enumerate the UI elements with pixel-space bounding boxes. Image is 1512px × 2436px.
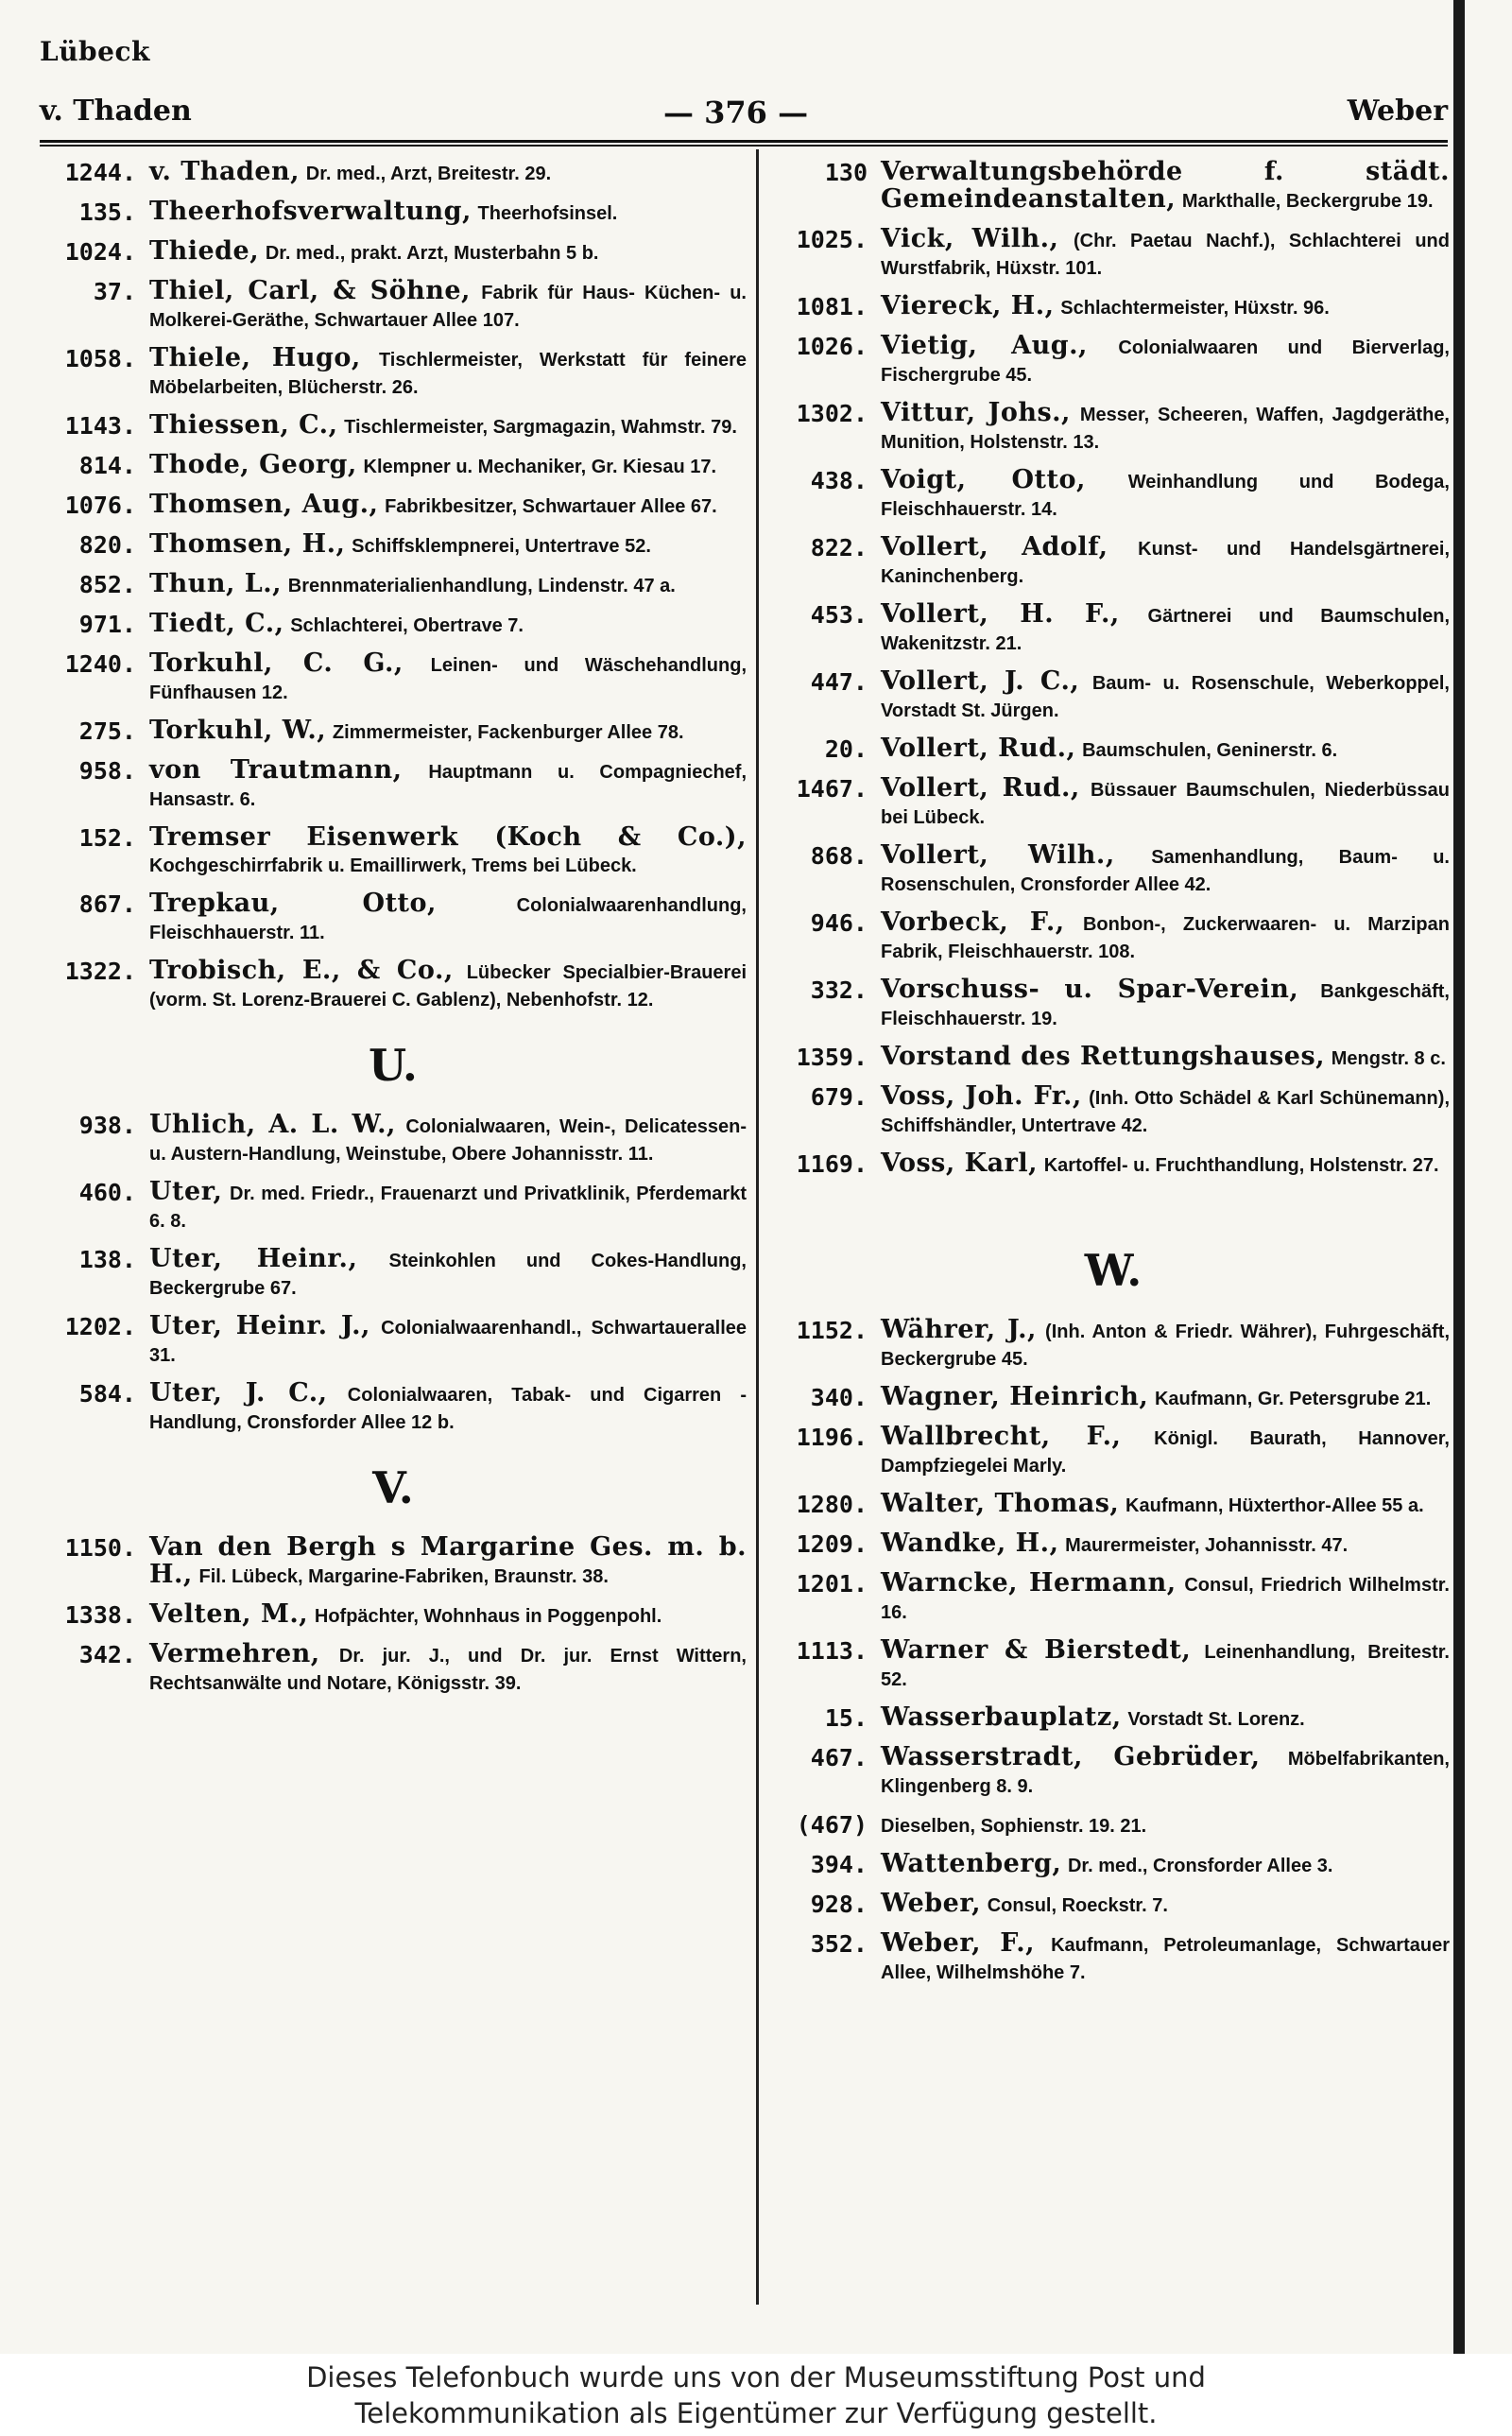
directory-entry xyxy=(777,1744,1450,1800)
subscriber-name: Voigt, Otto, xyxy=(881,465,1086,494)
subscriber-details: Colonialwaarenhandl., Schwartauerallee 31. xyxy=(149,1318,747,1366)
directory-entry xyxy=(777,1044,1450,1072)
phone-number: 1209. xyxy=(796,1530,868,1558)
subscriber-details: Tischlermeister, Sargmagazin, Wahmstr. 79. xyxy=(344,417,737,438)
phone-number: 15. xyxy=(824,1704,868,1732)
directory-entry xyxy=(777,1083,1450,1139)
subscriber-details: Vorstadt St. Lorenz. xyxy=(1127,1709,1305,1730)
directory-entry xyxy=(40,571,747,599)
subscriber-details: Steinkohlen und Cokes-Handlung, Beckergrube 67. xyxy=(149,1251,747,1299)
subscriber-details: Schlachterei, Obertrave 7. xyxy=(290,615,524,636)
directory-entry xyxy=(777,1811,1450,1840)
subscriber-details: Fabrik für Haus- Küchen- u. Molkerei-Geräthe, Schwartauer Allee 107. xyxy=(149,283,747,331)
phone-number: 867. xyxy=(78,890,136,918)
subscriber-name: Torkuhl, W., xyxy=(149,716,327,745)
subscriber-name: Walter, Thomas, xyxy=(881,1489,1120,1518)
phone-number: 1302. xyxy=(796,400,868,427)
entry-text xyxy=(881,735,1450,764)
phone-number: 1201. xyxy=(796,1570,868,1598)
entry-text xyxy=(881,909,1450,965)
entry-text xyxy=(149,1641,747,1697)
phone-number: 679. xyxy=(810,1083,868,1111)
subscriber-details: Leinen- und Wäschehandlung, Fünfhausen 12. xyxy=(149,655,747,703)
phone-number: 1338. xyxy=(64,1601,136,1629)
subscriber-details: Maurermeister, Johannisstr. 47. xyxy=(1065,1535,1349,1556)
directory-entry xyxy=(40,199,747,227)
subscriber-details: Mengstr. 8 c. xyxy=(1331,1048,1446,1069)
subscriber-name: Wandke, H., xyxy=(881,1529,1059,1558)
phone-number: 394. xyxy=(810,1851,868,1878)
page-edge xyxy=(1453,0,1465,2354)
entry-text xyxy=(149,345,747,401)
phone-number: 1322. xyxy=(64,958,136,985)
phone-number: 352. xyxy=(810,1930,868,1958)
subscriber-details: (Inh. Anton & Friedr. Währer), Fuhrgeschäft, Beckergrube 45. xyxy=(881,1322,1451,1370)
directory-entry xyxy=(777,775,1450,831)
directory-entry xyxy=(777,1317,1450,1373)
subscriber-name: Thiel, Carl, & Söhne, xyxy=(149,276,471,305)
entry-text xyxy=(881,293,1450,321)
entry-text xyxy=(881,1083,1450,1139)
entry-text xyxy=(881,1930,1450,1986)
phone-number: 814. xyxy=(78,452,136,479)
subscriber-name: Uter, Heinr., xyxy=(149,1244,358,1273)
entry-text xyxy=(881,333,1450,389)
phone-number: 438. xyxy=(810,467,868,494)
footer-line-2: Telekommunikation als Eigentümer zur Verfügung gestellt. xyxy=(354,2397,1158,2429)
directory-entry xyxy=(777,909,1450,965)
entry-text xyxy=(881,534,1450,590)
entry-text xyxy=(881,1851,1450,1879)
phone-number: 332. xyxy=(810,976,868,1004)
subscriber-name: Uter, Heinr. J., xyxy=(149,1311,370,1340)
subscriber-details: Consul, Roeckstr. 7. xyxy=(987,1895,1168,1916)
entry-text xyxy=(881,668,1450,724)
right-running-head: Weber xyxy=(1347,95,1448,128)
section-heading-w: W. xyxy=(1084,1245,1143,1296)
subscriber-details: Kartoffel- u. Fruchthandlung, Holstenstr. 27. xyxy=(1043,1155,1439,1176)
phone-number: 1280. xyxy=(796,1491,868,1518)
subscriber-name: v. Thaden, xyxy=(149,157,301,186)
subscriber-name: Velten, M., xyxy=(149,1599,309,1629)
entry-text xyxy=(881,775,1450,831)
phone-number: 1240. xyxy=(64,650,136,678)
phone-number: 1076. xyxy=(64,492,136,519)
subscriber-details: Lübecker Specialbier-Brauerei (vorm. St. Lorenz-Brauerei C. Gablenz), Nebenhofstr. 12. xyxy=(149,962,747,1011)
subscriber-name: Wasserbauplatz, xyxy=(881,1702,1122,1732)
subscriber-name: Voss, Joh. Fr., xyxy=(881,1081,1082,1111)
entry-text xyxy=(881,1891,1450,1919)
directory-entry xyxy=(777,1491,1450,1519)
subscriber-details: Kunst- und Handelsgärtnerei, Kaninchenberg. xyxy=(881,539,1450,587)
directory-entry xyxy=(40,1534,747,1590)
entry-text xyxy=(881,1044,1450,1072)
subscriber-name: Trepkau, Otto, xyxy=(149,889,437,918)
entry-text xyxy=(881,1150,1450,1179)
subscriber-name: Wasserstradt, Gebrüder, xyxy=(881,1742,1261,1771)
phone-number: 447. xyxy=(810,668,868,696)
phone-number: 1359. xyxy=(796,1044,868,1071)
subscriber-name: von Trautmann, xyxy=(149,755,403,785)
entry-text xyxy=(881,1811,1450,1840)
directory-entry xyxy=(40,412,747,441)
subscriber-name: Uter, xyxy=(149,1177,223,1206)
phone-number: (467) xyxy=(796,1811,868,1839)
directory-entry xyxy=(777,467,1450,523)
subscriber-details: Messer, Scheeren, Waffen, Jagdgeräthe, Munition, Holstenstr. 13. xyxy=(881,405,1450,453)
directory-entry xyxy=(777,842,1450,898)
directory-entry xyxy=(777,601,1450,657)
subscriber-name: Wallbrecht, F., xyxy=(881,1422,1122,1451)
subscriber-details: Dr. med., prakt. Arzt, Musterbahn 5 b. xyxy=(265,243,599,264)
entry-text xyxy=(149,199,747,227)
phone-number: 20. xyxy=(824,735,868,763)
subscriber-name: Vick, Wilh., xyxy=(881,224,1059,253)
entry-text xyxy=(881,400,1450,456)
directory-entry xyxy=(777,333,1450,389)
subscriber-details: (Inh. Otto Schädel & Karl Schünemann), Schiffshändler, Untertrave 42. xyxy=(881,1088,1450,1136)
subscriber-name: Thomsen, Aug., xyxy=(149,490,379,519)
directory-entry xyxy=(777,534,1450,590)
subscriber-name: Warncke, Hermann, xyxy=(881,1568,1177,1598)
running-header xyxy=(40,95,1448,136)
subscriber-name: Van den Bergh s Margarine Ges. m. b. H., xyxy=(149,1532,747,1589)
phone-number: 152. xyxy=(78,824,136,852)
subscriber-details: Dr. med., Cronsforder Allee 3. xyxy=(1067,1856,1333,1876)
phone-number: 467. xyxy=(810,1744,868,1771)
subscriber-name: Vollert, Rud., xyxy=(881,734,1076,763)
entry-text xyxy=(149,717,747,746)
entry-text xyxy=(149,531,747,560)
directory-entry xyxy=(777,293,1450,321)
phone-number: 1058. xyxy=(64,345,136,372)
directory-entry xyxy=(40,824,747,879)
entry-text xyxy=(881,1317,1450,1373)
entry-text xyxy=(881,976,1450,1032)
subscriber-details: Dr. med., Arzt, Breitestr. 29. xyxy=(305,164,552,184)
phone-number: 460. xyxy=(78,1179,136,1206)
subscriber-name: Vollert, Rud., xyxy=(881,773,1080,803)
directory-entry xyxy=(777,1570,1450,1626)
subscriber-details: Baum- u. Rosenschule, Weberkoppel, Vorstadt St. Jürgen. xyxy=(881,673,1450,721)
entry-text xyxy=(149,492,747,520)
subscriber-name: Vollert, J. C., xyxy=(881,666,1080,696)
directory-entry xyxy=(777,1384,1450,1412)
directory-entry xyxy=(777,1530,1450,1559)
directory-entry xyxy=(40,650,747,706)
subscriber-details: Kaufmann, Petroleumanlage, Schwartauer Allee, Wilhelmshöhe 7. xyxy=(881,1935,1450,1983)
directory-entry xyxy=(40,717,747,746)
subscriber-details: Colonialwaaren und Bierverlag, Fischergrube 45. xyxy=(881,337,1450,386)
subscriber-details: Leinenhandlung, Breitestr. 52. xyxy=(881,1642,1450,1690)
page-number: — 376 — xyxy=(663,95,809,130)
phone-number: 1244. xyxy=(64,159,136,186)
entry-text xyxy=(881,601,1450,657)
entry-text xyxy=(881,1530,1450,1559)
phone-number: 1152. xyxy=(796,1317,868,1344)
directory-entry xyxy=(40,531,747,560)
subscriber-name: Viereck, H., xyxy=(881,291,1055,320)
phone-number: 453. xyxy=(810,601,868,629)
entry-text xyxy=(881,1424,1450,1479)
subscriber-details: Fabrikbesitzer, Schwartauer Allee 67. xyxy=(385,496,717,517)
entry-text xyxy=(149,452,747,480)
phone-number: 275. xyxy=(78,717,136,745)
entry-text xyxy=(149,278,747,334)
phone-number: 868. xyxy=(810,842,868,870)
directory-entry xyxy=(40,452,747,480)
phone-number: 1196. xyxy=(796,1424,868,1451)
subscriber-name: Voss, Karl, xyxy=(881,1149,1039,1178)
directory-entry xyxy=(777,1891,1450,1919)
directory-entry xyxy=(40,492,747,520)
phone-number: 1467. xyxy=(796,775,868,803)
phone-number: 958. xyxy=(78,757,136,785)
subscriber-details: Kochgeschirrfabrik u. Emaillirwerk, Trems bei Lübeck. xyxy=(149,855,637,876)
subscriber-details: Bankgeschäft, Fleischhauerstr. 19. xyxy=(881,981,1450,1029)
entry-text xyxy=(149,1246,747,1302)
phone-number: 130 xyxy=(824,159,868,186)
subscriber-name: Theerhofsverwaltung, xyxy=(149,197,472,226)
directory-entry xyxy=(40,1246,747,1302)
subscriber-name: Vollert, Wilh., xyxy=(881,840,1115,870)
subscriber-details: Dr. jur. J., und Dr. jur. Ernst Wittern, Rechtsanwälte und Notare, Königsstr. 39. xyxy=(149,1646,747,1694)
subscriber-name: Thiede, xyxy=(149,236,260,266)
phone-number: 1169. xyxy=(796,1150,868,1178)
entries-u xyxy=(40,1112,747,1436)
subscriber-name: Thode, Georg, xyxy=(149,450,357,479)
directory-entry xyxy=(40,278,747,334)
phone-number: 1026. xyxy=(796,333,868,360)
subscriber-name: Vorstand des Rettungshauses, xyxy=(881,1042,1326,1071)
entries-t xyxy=(40,159,747,1013)
subscriber-name: Warner & Bierstedt, xyxy=(881,1635,1192,1665)
subscriber-name: Verwaltungsbehörde f. städt. Gemeindeanstalten, xyxy=(881,157,1450,214)
entries-v-cont xyxy=(777,159,1450,1179)
phone-number: 1113. xyxy=(796,1637,868,1665)
phone-number: 1025. xyxy=(796,226,868,253)
directory-entry xyxy=(40,159,747,187)
subscriber-details: Dr. med. Friedr., Frauenarzt und Privatklinik, Pferdemarkt 6. 8. xyxy=(149,1183,747,1232)
subscriber-name: Vietig, Aug., xyxy=(881,331,1088,360)
subscriber-name: Vermehren, xyxy=(149,1639,320,1668)
section-heading-v: V. xyxy=(372,1462,414,1513)
phone-number: 1143. xyxy=(64,412,136,440)
entry-text xyxy=(149,958,747,1013)
phone-number: 822. xyxy=(810,534,868,561)
directory-entry xyxy=(40,611,747,639)
subscriber-details: Theerhofsinsel. xyxy=(477,203,618,224)
subscriber-name: Uter, J. C., xyxy=(149,1378,328,1408)
entry-text xyxy=(149,1601,747,1630)
subscriber-details: Klempner u. Mechaniker, Gr. Kiesau 17. xyxy=(363,457,717,477)
directory-entry xyxy=(777,1424,1450,1479)
directory-entry xyxy=(777,1150,1450,1179)
entry-text xyxy=(881,1637,1450,1693)
subscriber-details: Markthalle, Beckergrube 19. xyxy=(1181,191,1434,212)
subscriber-name: Trobisch, E., & Co., xyxy=(149,956,454,985)
phone-number: 852. xyxy=(78,571,136,598)
footer-line-1: Dieses Telefonbuch wurde uns von der Museumsstiftung Post und xyxy=(306,2361,1206,2393)
city-heading: Lübeck xyxy=(40,36,150,67)
entry-text xyxy=(149,412,747,441)
entry-text xyxy=(881,226,1450,282)
subscriber-details: Königl. Baurath, Hannover, Dampfziegelei Marly. xyxy=(881,1428,1450,1477)
directory-entry xyxy=(777,1637,1450,1693)
directory-entry xyxy=(777,735,1450,764)
entry-text xyxy=(149,159,747,187)
header-rule xyxy=(40,140,1448,147)
phone-number: 135. xyxy=(78,199,136,226)
subscriber-name: Thomsen, H., xyxy=(149,529,346,559)
subscriber-details: Bonbon-, Zuckerwaaren- u. Marzipan Fabrik, Fleischhauerstr. 108. xyxy=(881,914,1450,962)
directory-entry xyxy=(40,1112,747,1167)
directory-entry xyxy=(777,400,1450,456)
entry-text xyxy=(149,1313,747,1369)
subscriber-details: Colonialwaaren, Tabak- und Cigarren - Handlung, Cronsforder Allee 12 b. xyxy=(149,1385,747,1433)
directory-entry xyxy=(777,976,1450,1032)
phone-number: 820. xyxy=(78,531,136,559)
directory-entry xyxy=(777,1704,1450,1733)
subscriber-details: Zimmermeister, Fackenburger Allee 78. xyxy=(332,722,684,743)
entries-v xyxy=(40,1534,747,1697)
directory-entry xyxy=(777,1851,1450,1879)
directory-entry xyxy=(40,1380,747,1436)
phone-number: 37. xyxy=(93,278,136,305)
entry-text xyxy=(149,650,747,706)
subscriber-name: Thun, L., xyxy=(149,569,283,598)
directory-entry xyxy=(777,668,1450,724)
entry-text xyxy=(149,571,747,599)
phone-number: 1024. xyxy=(64,238,136,266)
entry-text xyxy=(881,1704,1450,1733)
phone-number: 1150. xyxy=(64,1534,136,1562)
subscriber-name: Weber, xyxy=(881,1889,982,1918)
subscriber-name: Währer, J., xyxy=(881,1315,1037,1344)
subscriber-details: Schiffsklempnerei, Untertrave 52. xyxy=(352,536,651,557)
subscriber-details: Weinhandlung und Bodega, Fleischhauerstr. 14. xyxy=(881,472,1450,520)
subscriber-details: Fil. Lübeck, Margarine-Fabriken, Braunstr. 38. xyxy=(198,1566,609,1587)
subscriber-name: Wattenberg, xyxy=(881,1849,1062,1878)
subscriber-name: Vorschuss- u. Spar-Verein, xyxy=(881,975,1299,1004)
entry-text xyxy=(881,159,1450,215)
directory-entry xyxy=(40,890,747,946)
directory-entry xyxy=(40,1179,747,1235)
entry-text xyxy=(149,238,747,267)
entry-text xyxy=(149,824,747,879)
subscriber-name: Thiessen, C., xyxy=(149,410,338,440)
subscriber-details: Colonialwaarenhandlung, Fleischhauerstr. 11. xyxy=(149,895,747,943)
directory-entry xyxy=(40,1641,747,1697)
entry-text xyxy=(149,611,747,639)
phone-number: 1081. xyxy=(796,293,868,320)
subscriber-name: Vorbeck, F., xyxy=(881,907,1065,937)
phone-number: 971. xyxy=(78,611,136,638)
entries-w xyxy=(777,1317,1450,1986)
directory-entry xyxy=(40,1313,747,1369)
entry-text xyxy=(881,467,1450,523)
entry-text xyxy=(881,1570,1450,1626)
directory-entry xyxy=(40,1601,747,1630)
directory-entry xyxy=(40,757,747,813)
subscriber-details: Tischlermeister, Werkstatt für feinere Möbelarbeiten, Blücherstr. 26. xyxy=(149,350,747,398)
subscriber-name: Uhlich, A. L. W., xyxy=(149,1110,396,1139)
subscriber-details: Consul, Friedrich Wilhelmstr. 16. xyxy=(881,1575,1450,1623)
subscriber-details: Büssauer Baumschulen, Niederbüssau bei Lübeck. xyxy=(881,780,1450,828)
right-column xyxy=(777,159,1450,1997)
left-running-head: v. Thaden xyxy=(40,95,192,128)
phone-number: 928. xyxy=(810,1891,868,1918)
subscriber-name: Vittur, Johs., xyxy=(881,398,1071,427)
entry-text xyxy=(881,1384,1450,1412)
directory-entry xyxy=(777,1930,1450,1986)
directory-entry xyxy=(40,345,747,401)
subscriber-name: Torkuhl, C. G., xyxy=(149,648,404,678)
directory-entry xyxy=(40,238,747,267)
phone-number: 584. xyxy=(78,1380,136,1408)
entry-text xyxy=(881,842,1450,898)
entry-text xyxy=(149,1380,747,1436)
subscriber-name: Vollert, Adolf, xyxy=(881,532,1108,561)
subscriber-details: Colonialwaaren, Wein-, Delicatessen- u. Austern-Handlung, Weinstube, Obere Johannisstr. 11. xyxy=(149,1116,747,1165)
phone-number: 342. xyxy=(78,1641,136,1668)
subscriber-details: Samenhandlung, Baum- u. Rosenschulen, Cronsforder Allee 42. xyxy=(881,847,1450,895)
section-heading-u: U. xyxy=(369,1040,418,1091)
entry-text xyxy=(881,1744,1450,1800)
entry-text xyxy=(149,1112,747,1167)
column-divider xyxy=(756,149,759,2305)
copyright-footer xyxy=(0,2354,1512,2436)
entry-text xyxy=(881,1491,1450,1519)
subscriber-details: Möbelfabrikanten, Klingenberg 8. 9. xyxy=(881,1749,1450,1797)
subscriber-name: Tremser Eisenwerk (Koch & Co.), xyxy=(149,822,747,852)
subscriber-details: Hofpächter, Wohnhaus in Poggenpohl. xyxy=(314,1606,662,1627)
directory-entry xyxy=(777,159,1450,215)
phone-number: 946. xyxy=(810,909,868,937)
subscriber-name: Thiele, Hugo, xyxy=(149,343,361,372)
directory-entry xyxy=(40,958,747,1013)
subscriber-details: Hauptmann u. Compagniechef, Hansastr. 6. xyxy=(149,762,747,810)
subscriber-details: Dieselben, Sophienstr. 19. 21. xyxy=(881,1816,1147,1837)
subscriber-details: Schlachtermeister, Hüxstr. 96. xyxy=(1060,298,1330,319)
left-column xyxy=(40,159,747,1708)
phone-number: 340. xyxy=(810,1384,868,1411)
subscriber-details: Brennmaterialienhandlung, Lindenstr. 47 a. xyxy=(287,576,676,596)
entry-text xyxy=(149,1534,747,1590)
subscriber-details: (Chr. Paetau Nachf.), Schlachterei und Wurstfabrik, Hüxstr. 101. xyxy=(881,231,1450,279)
phone-number: 938. xyxy=(78,1112,136,1139)
subscriber-details: Kaufmann, Gr. Petersgrube 21. xyxy=(1154,1389,1432,1409)
subscriber-name: Tiedt, C., xyxy=(149,609,284,638)
phone-number: 1202. xyxy=(64,1313,136,1340)
entry-text xyxy=(149,1179,747,1235)
entry-text xyxy=(149,757,747,813)
subscriber-name: Vollert, H. F., xyxy=(881,599,1120,629)
subscriber-name: Wagner, Heinrich, xyxy=(881,1382,1149,1411)
subscriber-name: Weber, F., xyxy=(881,1928,1036,1958)
subscriber-details: Gärtnerei und Baumschulen, Wakenitzstr. 21. xyxy=(881,606,1450,654)
entry-text xyxy=(149,890,747,946)
subscriber-details: Baumschulen, Geninerstr. 6. xyxy=(1082,740,1338,761)
phone-number: 138. xyxy=(78,1246,136,1273)
subscriber-details: Kaufmann, Hüxterthor-Allee 55 a. xyxy=(1125,1495,1424,1516)
directory-entry xyxy=(777,226,1450,282)
